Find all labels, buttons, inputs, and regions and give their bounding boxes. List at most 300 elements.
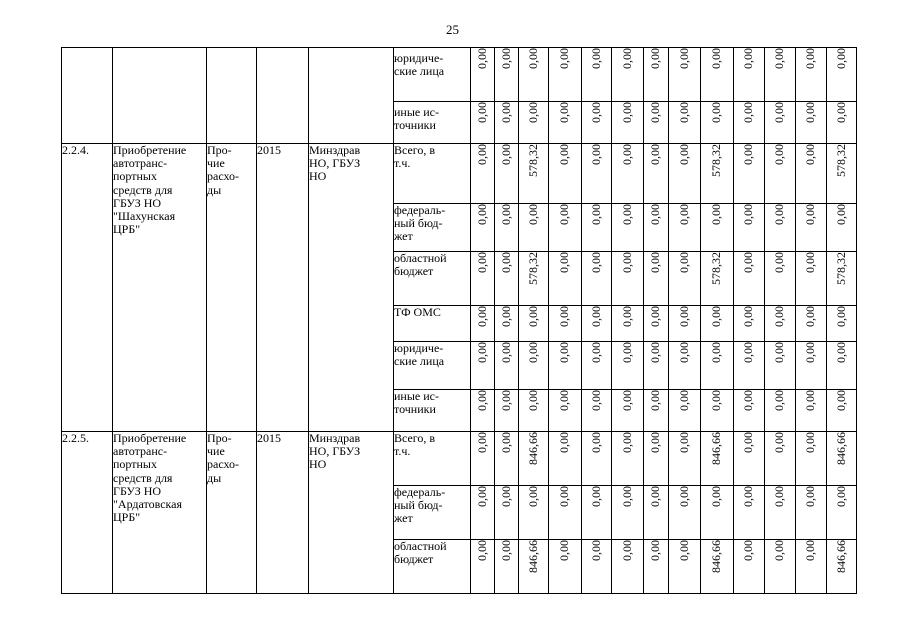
amount-value: 0,00 <box>803 144 818 165</box>
value-cell <box>734 252 765 306</box>
amount-value: 0,00 <box>619 102 634 123</box>
amount-value: 0,00 <box>588 486 603 507</box>
value-cell <box>701 144 734 204</box>
amount-value: 0,00 <box>648 48 663 69</box>
value-cell <box>612 342 644 390</box>
item-year-cell <box>257 144 309 432</box>
value-cell <box>765 252 796 306</box>
amount-value: 0,00 <box>619 48 634 69</box>
value-cell <box>827 204 857 252</box>
funding-source-cell <box>394 306 471 342</box>
amount-value: 0,00 <box>619 204 634 225</box>
amount-value: 0,00 <box>588 48 603 69</box>
value-cell <box>471 48 495 102</box>
executor: Минздрав НО, ГБУЗ НО <box>309 431 361 472</box>
value-cell <box>796 204 827 252</box>
value-cell <box>734 540 765 594</box>
amount-value: 0,00 <box>474 102 489 123</box>
amount-value: 0,00 <box>709 486 724 507</box>
value-cell <box>734 144 765 204</box>
value-cell <box>796 342 827 390</box>
value-cell <box>796 144 827 204</box>
value-cell <box>701 432 734 486</box>
expense-type-cell <box>207 48 257 144</box>
amount-value: 0,00 <box>833 486 848 507</box>
expense-type-cell <box>207 144 257 432</box>
funding-source: юридиче- ские лица <box>394 341 445 369</box>
value-cell <box>734 390 765 432</box>
executor-cell <box>309 432 394 594</box>
value-cell <box>669 252 701 306</box>
value-cell <box>644 252 669 306</box>
amount-value: 0,00 <box>648 204 663 225</box>
item-number-cell <box>62 48 113 144</box>
amount-value: 0,00 <box>619 540 634 561</box>
amount-value: 846,66 <box>525 432 540 465</box>
amount-value: 0,00 <box>676 204 691 225</box>
amount-value: 0,00 <box>588 144 603 165</box>
amount-value: 0,00 <box>619 390 634 411</box>
amount-value: 0,00 <box>498 102 513 123</box>
value-cell <box>644 540 669 594</box>
amount-value: 0,00 <box>676 306 691 327</box>
value-cell <box>519 306 549 342</box>
value-cell <box>519 102 549 144</box>
amount-value: 846,66 <box>833 432 848 465</box>
value-cell <box>701 252 734 306</box>
amount-value: 0,00 <box>498 204 513 225</box>
value-cell <box>582 306 612 342</box>
value-cell <box>644 144 669 204</box>
value-cell <box>549 540 582 594</box>
amount-value: 0,00 <box>741 432 756 453</box>
amount-value: 0,00 <box>588 342 603 363</box>
funding-source: иные ис- точники <box>394 105 439 133</box>
amount-value: 0,00 <box>772 204 787 225</box>
amount-value: 0,00 <box>474 144 489 165</box>
budget-table <box>61 47 857 594</box>
amount-value: 0,00 <box>741 486 756 507</box>
value-cell <box>669 540 701 594</box>
value-cell <box>644 204 669 252</box>
amount-value: 0,00 <box>588 252 603 273</box>
value-cell <box>612 540 644 594</box>
amount-value: 0,00 <box>588 204 603 225</box>
value-cell <box>796 540 827 594</box>
value-cell <box>495 540 519 594</box>
executor-cell <box>309 48 394 144</box>
value-cell <box>827 486 857 540</box>
value-cell <box>701 390 734 432</box>
funding-source: ТФ ОМС <box>394 305 441 319</box>
value-cell <box>669 432 701 486</box>
funding-source: федераль- ный бюд- жет <box>394 485 446 526</box>
value-cell <box>701 48 734 102</box>
value-cell <box>471 204 495 252</box>
amount-value: 0,00 <box>833 390 848 411</box>
amount-value: 0,00 <box>676 252 691 273</box>
amount-value: 0,00 <box>772 390 787 411</box>
value-cell <box>549 204 582 252</box>
amount-value: 0,00 <box>709 306 724 327</box>
amount-value: 0,00 <box>557 306 572 327</box>
amount-value: 0,00 <box>498 252 513 273</box>
amount-value: 578,32 <box>709 252 724 285</box>
value-cell <box>827 48 857 102</box>
amount-value: 0,00 <box>498 306 513 327</box>
amount-value: 0,00 <box>557 342 572 363</box>
amount-value: 0,00 <box>803 342 818 363</box>
value-cell <box>765 390 796 432</box>
amount-value: 0,00 <box>772 486 787 507</box>
amount-value: 0,00 <box>676 144 691 165</box>
amount-value: 0,00 <box>525 486 540 507</box>
value-cell <box>701 306 734 342</box>
value-cell <box>519 144 549 204</box>
item-number: 2.2.4. <box>62 143 89 157</box>
value-cell <box>549 48 582 102</box>
amount-value: 0,00 <box>648 432 663 453</box>
value-cell <box>495 342 519 390</box>
amount-value: 0,00 <box>588 540 603 561</box>
amount-value: 846,66 <box>709 432 724 465</box>
value-cell <box>519 486 549 540</box>
amount-value: 0,00 <box>803 432 818 453</box>
value-cell <box>471 102 495 144</box>
amount-value: 0,00 <box>525 204 540 225</box>
amount-value: 0,00 <box>803 486 818 507</box>
value-cell <box>471 306 495 342</box>
value-cell <box>669 390 701 432</box>
amount-value: 0,00 <box>803 540 818 561</box>
amount-value: 0,00 <box>474 342 489 363</box>
value-cell <box>612 432 644 486</box>
value-cell <box>519 48 549 102</box>
item-number-cell <box>62 144 113 432</box>
amount-value: 0,00 <box>619 306 634 327</box>
value-cell <box>827 540 857 594</box>
funding-source-cell <box>394 144 471 204</box>
value-cell <box>495 486 519 540</box>
amount-value: 0,00 <box>557 540 572 561</box>
value-cell <box>765 486 796 540</box>
value-cell <box>734 432 765 486</box>
value-cell <box>549 144 582 204</box>
funding-source-cell <box>394 102 471 144</box>
table-row <box>62 144 857 204</box>
value-cell <box>519 252 549 306</box>
value-cell <box>796 486 827 540</box>
amount-value: 846,66 <box>833 540 848 573</box>
executor-cell <box>309 144 394 432</box>
amount-value: 0,00 <box>676 102 691 123</box>
amount-value: 0,00 <box>648 102 663 123</box>
amount-value: 0,00 <box>588 432 603 453</box>
item-number-cell <box>62 432 113 594</box>
amount-value: 0,00 <box>525 102 540 123</box>
value-cell <box>519 540 549 594</box>
value-cell <box>765 48 796 102</box>
amount-value: 0,00 <box>741 144 756 165</box>
value-cell <box>612 102 644 144</box>
amount-value: 0,00 <box>474 48 489 69</box>
value-cell <box>765 432 796 486</box>
amount-value: 0,00 <box>474 204 489 225</box>
value-cell <box>549 432 582 486</box>
value-cell <box>796 252 827 306</box>
funding-source: Всего, в т.ч. <box>394 143 436 171</box>
amount-value: 0,00 <box>498 486 513 507</box>
item-year-cell <box>257 432 309 594</box>
amount-value: 846,66 <box>525 540 540 573</box>
amount-value: 0,00 <box>709 342 724 363</box>
value-cell <box>827 432 857 486</box>
value-cell <box>734 306 765 342</box>
amount-value: 0,00 <box>557 102 572 123</box>
funding-source: областной бюджет <box>394 251 447 279</box>
value-cell <box>495 306 519 342</box>
amount-value: 0,00 <box>803 252 818 273</box>
expense-type: Про- чие расхо- ды <box>207 431 240 485</box>
funding-source: областной бюджет <box>394 539 447 567</box>
value-cell <box>796 432 827 486</box>
funding-source-cell <box>394 48 471 102</box>
amount-value: 0,00 <box>803 306 818 327</box>
funding-source: иные ис- точники <box>394 389 439 417</box>
amount-value: 0,00 <box>474 432 489 453</box>
amount-value: 0,00 <box>557 204 572 225</box>
amount-value: 0,00 <box>741 48 756 69</box>
amount-value: 0,00 <box>676 432 691 453</box>
amount-value: 0,00 <box>474 540 489 561</box>
value-cell <box>471 486 495 540</box>
value-cell <box>669 102 701 144</box>
expense-type-cell <box>207 432 257 594</box>
value-cell <box>549 102 582 144</box>
amount-value: 0,00 <box>741 204 756 225</box>
amount-value: 0,00 <box>803 102 818 123</box>
value-cell <box>582 204 612 252</box>
amount-value: 578,32 <box>525 144 540 177</box>
value-cell <box>644 432 669 486</box>
table-row <box>62 432 857 486</box>
funding-source-cell <box>394 432 471 486</box>
value-cell <box>549 486 582 540</box>
amount-value: 0,00 <box>588 102 603 123</box>
value-cell <box>644 306 669 342</box>
value-cell <box>734 486 765 540</box>
amount-value: 0,00 <box>772 252 787 273</box>
amount-value: 0,00 <box>557 144 572 165</box>
value-cell <box>582 540 612 594</box>
value-cell <box>612 48 644 102</box>
funding-source: Всего, в т.ч. <box>394 431 436 459</box>
funding-source-cell <box>394 486 471 540</box>
value-cell <box>582 102 612 144</box>
value-cell <box>734 102 765 144</box>
item-year-cell <box>257 48 309 144</box>
amount-value: 0,00 <box>619 432 634 453</box>
value-cell <box>765 204 796 252</box>
value-cell <box>644 486 669 540</box>
value-cell <box>827 390 857 432</box>
amount-value: 0,00 <box>676 342 691 363</box>
value-cell <box>644 48 669 102</box>
value-cell <box>669 204 701 252</box>
item-name-cell <box>113 48 207 144</box>
amount-value: 0,00 <box>588 390 603 411</box>
value-cell <box>701 204 734 252</box>
value-cell <box>701 540 734 594</box>
amount-value: 0,00 <box>648 390 663 411</box>
amount-value: 0,00 <box>741 306 756 327</box>
value-cell <box>582 252 612 306</box>
value-cell <box>612 252 644 306</box>
value-cell <box>765 102 796 144</box>
value-cell <box>519 342 549 390</box>
value-cell <box>495 144 519 204</box>
value-cell <box>734 48 765 102</box>
value-cell <box>669 486 701 540</box>
funding-source-cell <box>394 540 471 594</box>
value-cell <box>471 144 495 204</box>
item-number: 2.2.5. <box>62 431 89 445</box>
value-cell <box>796 306 827 342</box>
value-cell <box>471 342 495 390</box>
value-cell <box>582 144 612 204</box>
funding-source-cell <box>394 390 471 432</box>
amount-value: 0,00 <box>833 342 848 363</box>
amount-value: 0,00 <box>557 486 572 507</box>
value-cell <box>669 306 701 342</box>
value-cell <box>765 540 796 594</box>
amount-value: 0,00 <box>803 204 818 225</box>
value-cell <box>701 486 734 540</box>
amount-value: 0,00 <box>498 48 513 69</box>
value-cell <box>612 144 644 204</box>
item-year: 2015 <box>257 431 281 445</box>
amount-value: 0,00 <box>648 306 663 327</box>
amount-value: 0,00 <box>833 306 848 327</box>
amount-value: 0,00 <box>588 306 603 327</box>
amount-value: 0,00 <box>619 342 634 363</box>
value-cell <box>796 390 827 432</box>
amount-value: 0,00 <box>741 390 756 411</box>
amount-value: 846,66 <box>709 540 724 573</box>
amount-value: 0,00 <box>676 390 691 411</box>
amount-value: 0,00 <box>498 432 513 453</box>
page-number: 25 <box>446 22 459 37</box>
value-cell <box>765 342 796 390</box>
amount-value: 0,00 <box>557 48 572 69</box>
value-cell <box>827 306 857 342</box>
amount-value: 0,00 <box>648 252 663 273</box>
amount-value: 0,00 <box>619 144 634 165</box>
value-cell <box>549 342 582 390</box>
value-cell <box>701 342 734 390</box>
value-cell <box>549 252 582 306</box>
amount-value: 0,00 <box>498 342 513 363</box>
amount-value: 0,00 <box>676 486 691 507</box>
amount-value: 578,32 <box>525 252 540 285</box>
amount-value: 0,00 <box>474 306 489 327</box>
amount-value: 0,00 <box>474 390 489 411</box>
funding-source-cell <box>394 204 471 252</box>
value-cell <box>495 390 519 432</box>
value-cell <box>471 432 495 486</box>
value-cell <box>471 252 495 306</box>
value-cell <box>701 102 734 144</box>
amount-value: 0,00 <box>648 144 663 165</box>
amount-value: 578,32 <box>833 144 848 177</box>
item-year: 2015 <box>257 143 281 157</box>
value-cell <box>612 486 644 540</box>
value-cell <box>612 306 644 342</box>
item-name: Приобретение автотранс- портных средств для ГБУЗ НО "Ардатовская ЦРБ" <box>113 431 187 525</box>
value-cell <box>765 306 796 342</box>
value-cell <box>582 48 612 102</box>
value-cell <box>796 48 827 102</box>
executor: Минздрав НО, ГБУЗ НО <box>309 143 361 184</box>
amount-value: 0,00 <box>772 432 787 453</box>
value-cell <box>612 390 644 432</box>
amount-value: 0,00 <box>772 306 787 327</box>
amount-value: 0,00 <box>772 144 787 165</box>
amount-value: 0,00 <box>557 252 572 273</box>
amount-value: 0,00 <box>741 252 756 273</box>
amount-value: 0,00 <box>498 390 513 411</box>
amount-value: 0,00 <box>557 432 572 453</box>
funding-source: юридиче- ские лица <box>394 51 445 79</box>
value-cell <box>612 204 644 252</box>
value-cell <box>669 342 701 390</box>
value-cell <box>827 144 857 204</box>
amount-value: 0,00 <box>498 144 513 165</box>
amount-value: 0,00 <box>803 390 818 411</box>
value-cell <box>519 390 549 432</box>
amount-value: 0,00 <box>833 102 848 123</box>
value-cell <box>734 204 765 252</box>
value-cell <box>765 144 796 204</box>
value-cell <box>495 48 519 102</box>
table-row <box>62 48 857 102</box>
amount-value: 0,00 <box>498 540 513 561</box>
funding-source-cell <box>394 342 471 390</box>
amount-value: 0,00 <box>833 204 848 225</box>
amount-value: 0,00 <box>803 48 818 69</box>
amount-value: 0,00 <box>648 540 663 561</box>
value-cell <box>582 390 612 432</box>
amount-value: 0,00 <box>525 342 540 363</box>
amount-value: 0,00 <box>619 486 634 507</box>
value-cell <box>495 204 519 252</box>
funding-source-cell <box>394 252 471 306</box>
item-name: Приобретение автотранс- портных средств для ГБУЗ НО "Шахунская ЦРБ" <box>113 143 187 237</box>
value-cell <box>734 342 765 390</box>
value-cell <box>827 342 857 390</box>
value-cell <box>471 390 495 432</box>
value-cell <box>549 390 582 432</box>
value-cell <box>495 252 519 306</box>
value-cell <box>644 102 669 144</box>
amount-value: 0,00 <box>772 102 787 123</box>
amount-value: 0,00 <box>676 48 691 69</box>
value-cell <box>827 102 857 144</box>
amount-value: 0,00 <box>833 48 848 69</box>
amount-value: 0,00 <box>772 342 787 363</box>
amount-value: 0,00 <box>619 252 634 273</box>
value-cell <box>471 540 495 594</box>
